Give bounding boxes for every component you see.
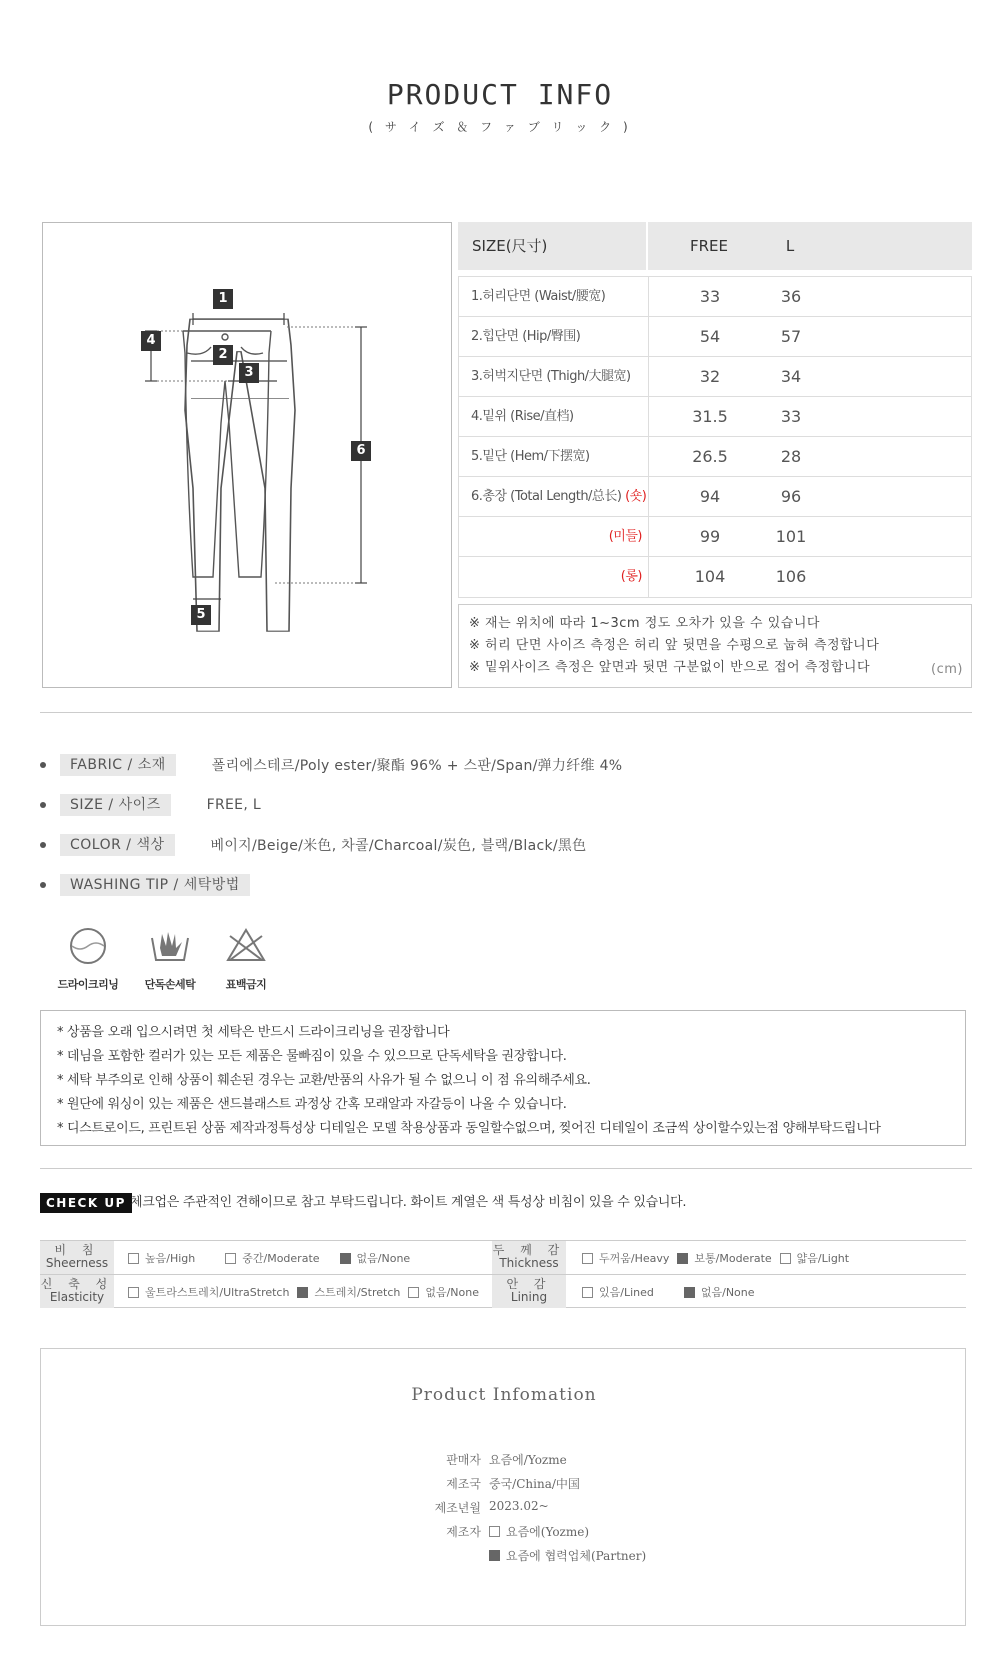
washing-label: WASHING TIP / 세탁방법 (60, 874, 250, 896)
size-row (40, 794, 940, 816)
l-value: 96 (780, 487, 802, 506)
l-value: 34 (780, 367, 802, 386)
option-label: 없음/None (356, 1252, 411, 1265)
wash-label: 드라이크리닝 (57, 978, 119, 991)
elasticity-option[interactable] (128, 1284, 289, 1300)
option-label: 높음/High (145, 1252, 196, 1265)
table-row (459, 357, 971, 397)
option-label: 없음/None (425, 1286, 479, 1299)
checkup-text: 체크업은 주관적인 견해이므로 참고 부탁드립니다. 화이트 계열은 색 특성상 비침이 있을 수 있습니다. (130, 1195, 687, 1210)
elasticity-ko: 신 축 성 (40, 1277, 114, 1291)
pants-diagram (42, 222, 452, 688)
no-bleach-item (206, 926, 286, 992)
l-value: 28 (780, 447, 802, 466)
note-item: ※ 재는 위치에 따라 1~3cm 정도 오차가 있을 수 있습니다 (469, 616, 820, 631)
sheerness-head (40, 1241, 114, 1274)
table-row (459, 557, 971, 597)
color-value: 베이지/Beige/米色, 차콜/Charcoal/炭色, 블랙/Black/黑色 (210, 838, 587, 854)
free-value: 94 (699, 487, 721, 506)
table-row (459, 437, 971, 477)
no-bleach-icon (224, 926, 268, 966)
checkbox[interactable] (408, 1287, 419, 1298)
free-value: 32 (699, 367, 721, 386)
thickness-en: Thickness (499, 1256, 559, 1270)
elasticity-head (40, 1275, 114, 1308)
lining-option[interactable] (684, 1284, 755, 1300)
bullet-icon (40, 762, 46, 768)
checkbox[interactable] (582, 1287, 593, 1298)
bullet-icon (40, 882, 46, 888)
elasticity-option[interactable] (408, 1284, 479, 1300)
dry-clean-item (48, 926, 128, 992)
date-row (41, 1499, 967, 1523)
fabric-value: 폴리에스테르/Poly ester/聚酯 96% + 스판/Span/弹力纤维 4% (211, 758, 623, 774)
size-table-header (458, 222, 972, 270)
date-value: 2023.02~ (489, 1499, 549, 1513)
origin-row (41, 1475, 967, 1499)
thickness-options (582, 1241, 865, 1275)
sheerness-options (128, 1241, 426, 1275)
care-note: * 원단에 워싱이 있는 제품은 샌드블래스트 과정상 간혹 모래알과 자갈등이 나올 수 있습니다. (57, 1097, 567, 1112)
fabric-row (40, 754, 940, 776)
l-value: 106 (775, 567, 807, 586)
size-value: FREE, L (206, 797, 261, 813)
checkbox-checked[interactable] (340, 1253, 351, 1264)
checkup-badge: CHECK UP (40, 1193, 132, 1213)
care-note: * 상품을 오래 입으시려면 첫 세탁은 반드시 드라이크리닝을 권장합니다 (57, 1025, 450, 1040)
maker-option[interactable] (489, 1547, 646, 1564)
measurement-notes (458, 604, 972, 688)
table-row (459, 517, 971, 557)
marker-4: 4 (141, 331, 161, 351)
sheerness-en: Sheerness (45, 1256, 109, 1270)
checkup-row (40, 1241, 966, 1275)
option-label: 스트레치/Stretch (314, 1286, 401, 1299)
thickness-option[interactable] (677, 1250, 771, 1266)
marker-2: 2 (213, 345, 233, 365)
length-variant: (미들) (459, 517, 649, 556)
option-label: 두꺼움/Heavy (599, 1252, 670, 1265)
checkbox[interactable] (582, 1253, 593, 1264)
length-variant: (숏) (625, 489, 647, 504)
maker-option-label: 요즘에(Yozme) (506, 1525, 590, 1539)
row-label: 2.힙단면 (Hip/臀围) (459, 317, 649, 356)
size-table (458, 222, 972, 598)
l-value: 57 (780, 327, 802, 346)
free-value: 104 (694, 567, 726, 586)
row-label: 1.허리단면 (Waist/腰宽) (459, 277, 649, 316)
size-label: SIZE / 사이즈 (60, 794, 171, 816)
row-label-text: 6.총장 (Total Length/总长) (471, 489, 622, 504)
checkup-row (40, 1275, 966, 1309)
divider (40, 712, 972, 713)
table-row (459, 477, 971, 517)
maker-row-2 (41, 1547, 967, 1571)
marker-6: 6 (351, 441, 371, 461)
page-title: PRODUCT INFO (386, 78, 614, 111)
checkbox[interactable] (225, 1253, 236, 1264)
row-label: 3.허벅지단면 (Thigh/大腿宽) (459, 357, 649, 396)
checkbox-checked[interactable] (684, 1287, 695, 1298)
note-item: ※ 밑위사이즈 측정은 앞면과 뒷면 구분없이 반으로 접어 측정합니다 (469, 660, 871, 675)
checkbox[interactable] (780, 1253, 791, 1264)
checkbox-checked[interactable] (677, 1253, 688, 1264)
color-label: COLOR / 색상 (60, 834, 175, 856)
row-label: 4.밑위 (Rise/直档) (459, 397, 649, 436)
color-row (40, 834, 940, 856)
fabric-label: FABRIC / 소재 (60, 754, 176, 776)
marker-3: 3 (239, 363, 259, 383)
checkbox-checked[interactable] (489, 1550, 500, 1561)
thickness-option[interactable] (582, 1250, 669, 1266)
free-value: 54 (699, 327, 721, 346)
thickness-ko: 두 께 감 (492, 1243, 566, 1257)
lining-ko: 안 감 (506, 1277, 552, 1291)
row-label: 5.밑단 (Hem/下摆宽) (459, 437, 649, 476)
l-value: 36 (780, 287, 802, 306)
care-note: * 디스트로이드, 프린트된 상품 제작과정특성상 디테일은 모델 착용상품과 동일할수없으며, 찢어진 디테일이 조금씩 상이할수있는점 양해부탁드립니다 (57, 1121, 881, 1136)
table-row (459, 277, 971, 317)
divider (40, 1168, 972, 1169)
sheerness-option[interactable] (128, 1250, 195, 1266)
maker-option[interactable] (489, 1523, 589, 1540)
seller-key: 판매자 (446, 1453, 481, 1467)
lining-en: Lining (510, 1290, 548, 1304)
row-label (459, 477, 649, 516)
care-notes-box (40, 1010, 966, 1146)
sheerness-option[interactable] (340, 1250, 411, 1266)
sheerness-option[interactable] (225, 1250, 319, 1266)
hand-wash-item (130, 926, 210, 992)
size-l-header: L (785, 237, 795, 255)
unit-label: (cm) (931, 662, 963, 677)
origin-key: 제조국 (446, 1477, 481, 1491)
checkbox[interactable] (128, 1287, 139, 1298)
wash-label: 단독손세탁 (144, 978, 196, 991)
checkup-table (40, 1240, 966, 1308)
sheerness-ko: 비 침 (54, 1243, 100, 1257)
care-note: * 세탁 부주의로 인해 상품이 훼손된 경우는 교환/반품의 사유가 될 수 없으니 이 점 유의해주세요. (57, 1073, 591, 1088)
lining-head (492, 1275, 566, 1308)
marker-1: 1 (213, 289, 233, 309)
maker-key: 제조자 (446, 1525, 481, 1539)
lining-option[interactable] (582, 1284, 654, 1300)
free-value: 99 (699, 527, 721, 546)
elasticity-en: Elasticity (49, 1290, 105, 1304)
elasticity-option[interactable] (297, 1284, 400, 1300)
note-item: ※ 허리 단면 사이즈 측정은 허리 앞 뒷면을 수평으로 눕혀 측정합니다 (469, 638, 880, 653)
length-variant: (롱) (459, 557, 649, 597)
option-label: 없음/None (700, 1286, 755, 1299)
date-key: 제조년월 (434, 1501, 481, 1515)
option-label: 얇음/Light (796, 1252, 850, 1265)
hand-wash-icon (148, 926, 192, 966)
option-label: 있음/Lined (599, 1286, 654, 1299)
bullet-icon (40, 842, 46, 848)
l-value: 33 (780, 407, 802, 426)
seller-value: 요즘에/Yozme (489, 1453, 567, 1467)
elasticity-options (128, 1275, 495, 1309)
maker-option-label: 요즘에 협력업체(Partner) (506, 1549, 647, 1563)
maker-row (41, 1523, 967, 1547)
free-value: 33 (699, 287, 721, 306)
marker-5: 5 (191, 605, 211, 625)
size-column-header: SIZE(尺寸) (458, 222, 648, 270)
page-subtitle: ( サ イ ズ ＆ フ ァ ブ リ ッ ク ) (368, 120, 632, 134)
checkbox[interactable] (489, 1526, 500, 1537)
option-label: 중간/Moderate (242, 1252, 320, 1265)
thickness-head (492, 1241, 566, 1274)
table-row (459, 397, 971, 437)
product-information-box (40, 1348, 966, 1626)
thickness-option[interactable] (780, 1250, 849, 1266)
origin-value: 중국/China/中国 (489, 1477, 580, 1491)
product-info-title: Product Infomation (411, 1385, 597, 1405)
pants-outline (43, 223, 453, 689)
option-label: 보통/Moderate (694, 1252, 772, 1265)
free-value: 31.5 (692, 407, 728, 426)
seller-row (41, 1451, 967, 1475)
checkbox-checked[interactable] (297, 1287, 308, 1298)
checkbox[interactable] (128, 1253, 139, 1264)
l-value: 101 (775, 527, 807, 546)
table-row (459, 317, 971, 357)
free-value: 26.5 (692, 447, 728, 466)
lining-options (582, 1275, 771, 1309)
dry-clean-icon (66, 926, 110, 966)
option-label: 울트라스트레치/UltraStretch (145, 1286, 290, 1299)
care-note: * 데님을 포함한 컬러가 있는 모든 제품은 물빠짐이 있을 수 있으므로 단독세탁을 권장합니다. (57, 1049, 567, 1064)
bullet-icon (40, 802, 46, 808)
washing-row (40, 874, 940, 896)
wash-label: 표백금지 (225, 978, 267, 991)
size-free-header: FREE (689, 237, 728, 255)
